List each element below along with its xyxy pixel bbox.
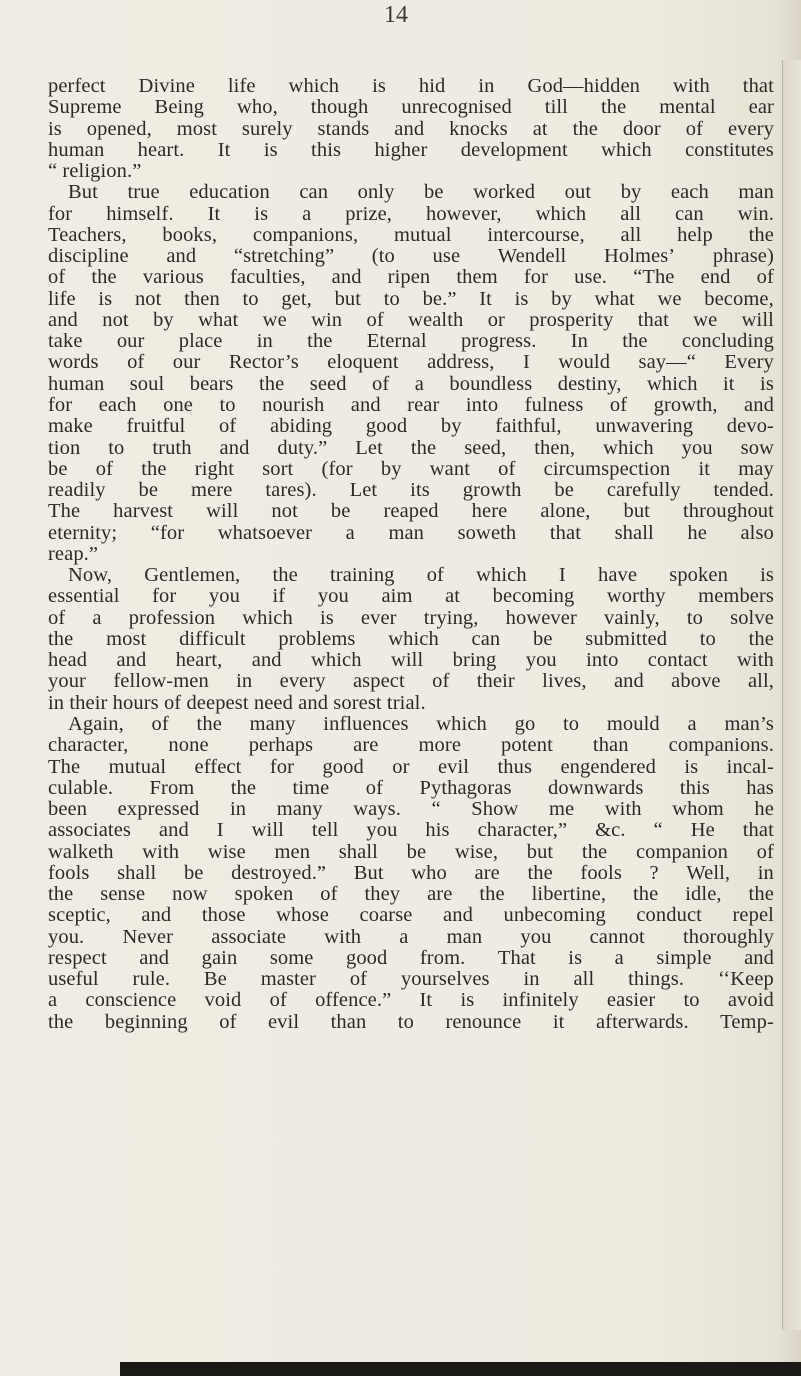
text-line: character, none perhaps are more potent than companions.: [48, 734, 774, 757]
text-line: fools shall be destroyed.” But who are the fools ? Well, in: [48, 861, 774, 884]
text-line: human soul bears the seed of a boundless destiny, which it is: [48, 372, 774, 395]
text-line: tion to truth and duty.” Let the seed, then, which you sow: [48, 436, 774, 459]
text-line: human heart. It is this higher development which constitutes: [48, 138, 774, 161]
text-line: Now, Gentlemen, the training of which I have spoken is: [68, 564, 774, 587]
text-line: essential for you if you aim at becoming worthy members: [48, 585, 774, 608]
page-bottom-edge: [120, 1362, 801, 1376]
text-line: respect and gain some good from. That is a simple and: [48, 946, 774, 969]
text-line: a conscience void of offence.” It is infinitely easier to avoid: [48, 989, 774, 1012]
text-line: the beginning of evil than to renounce it afterwards. Temp-: [48, 1010, 774, 1033]
text-line: But true education can only be worked out by each man: [68, 181, 774, 204]
text-line: eternity; “for whatsoever a man soweth that shall he also: [48, 521, 774, 544]
text-line: is opened, most surely stands and knocks at the door of every: [48, 117, 774, 140]
text-line: Teachers, books, companions, mutual intercourse, all help the: [48, 223, 774, 246]
text-line: useful rule. Be master of yourselves in all things. ‘‘Keep: [48, 968, 774, 991]
text-line: Supreme Being who, though unrecognised till the mental ear: [48, 96, 774, 119]
text-line: “ religion.”: [48, 160, 142, 183]
page-number: 14: [384, 2, 408, 28]
body-text: [48, 76, 774, 1033]
text-line: The mutual effect for good or evil thus engendered is incal-: [48, 755, 774, 778]
text-line: and not by what we win of wealth or prosperity that we will: [48, 308, 774, 331]
text-line: of a profession which is ever trying, however vainly, to solve: [48, 606, 774, 629]
text-line: associates and I will tell you his character,” &c. “ He that: [48, 819, 774, 842]
text-line: words of our Rector’s eloquent address, I would say—“ Every: [48, 351, 774, 374]
text-line: be of the right sort (for by want of circumspection it may: [48, 457, 774, 480]
text-line: The harvest will not be reaped here alone, but throughout: [48, 500, 774, 523]
text-line: discipline and “stretching” (to use Wendell Holmes’ phrase): [48, 245, 774, 268]
text-line: reap.”: [48, 542, 99, 565]
text-line: walketh with wise men shall be wise, but the companion of: [48, 840, 774, 863]
text-line: for each one to nourish and rear into fulness of growth, and: [48, 393, 774, 416]
text-line: of the various faculties, and ripen them for use. “The end of: [48, 266, 774, 289]
text-line: you. Never associate with a man you cannot thoroughly: [48, 925, 774, 948]
text-line: head and heart, and which will bring you into contact with: [48, 649, 774, 672]
facing-page-edge: [782, 60, 801, 1330]
text-line: perfect Divine life which is hid in God—hidden with that: [48, 75, 774, 97]
text-line: take our place in the Eternal progress. In the concluding: [48, 330, 774, 353]
text-line: life is not then to get, but to be.” It is by what we become,: [48, 287, 774, 310]
text-line: your fellow-men in every aspect of their lives, and above all,: [48, 670, 774, 693]
text-line: in their hours of deepest need and sorest trial.: [48, 691, 426, 714]
text-line: been expressed in many ways. “ Show me with whom he: [48, 798, 774, 821]
text-line: sceptic, and those whose coarse and unbecoming conduct repel: [48, 904, 774, 927]
text-line: the most difficult problems which can be submitted to the: [48, 627, 774, 650]
text-line: make fruitful of abiding good by faithful, unwavering devo-: [48, 415, 774, 438]
text-line: for himself. It is a prize, however, which all can win.: [48, 202, 774, 225]
text-line: the sense now spoken of they are the libertine, the idle, the: [48, 883, 774, 906]
text-line: culable. From the time of Pythagoras downwards this has: [48, 776, 774, 799]
text-line: Again, of the many influences which go to mould a man’s: [68, 712, 774, 735]
text-line: readily be mere tares). Let its growth be carefully tended.: [48, 479, 774, 502]
